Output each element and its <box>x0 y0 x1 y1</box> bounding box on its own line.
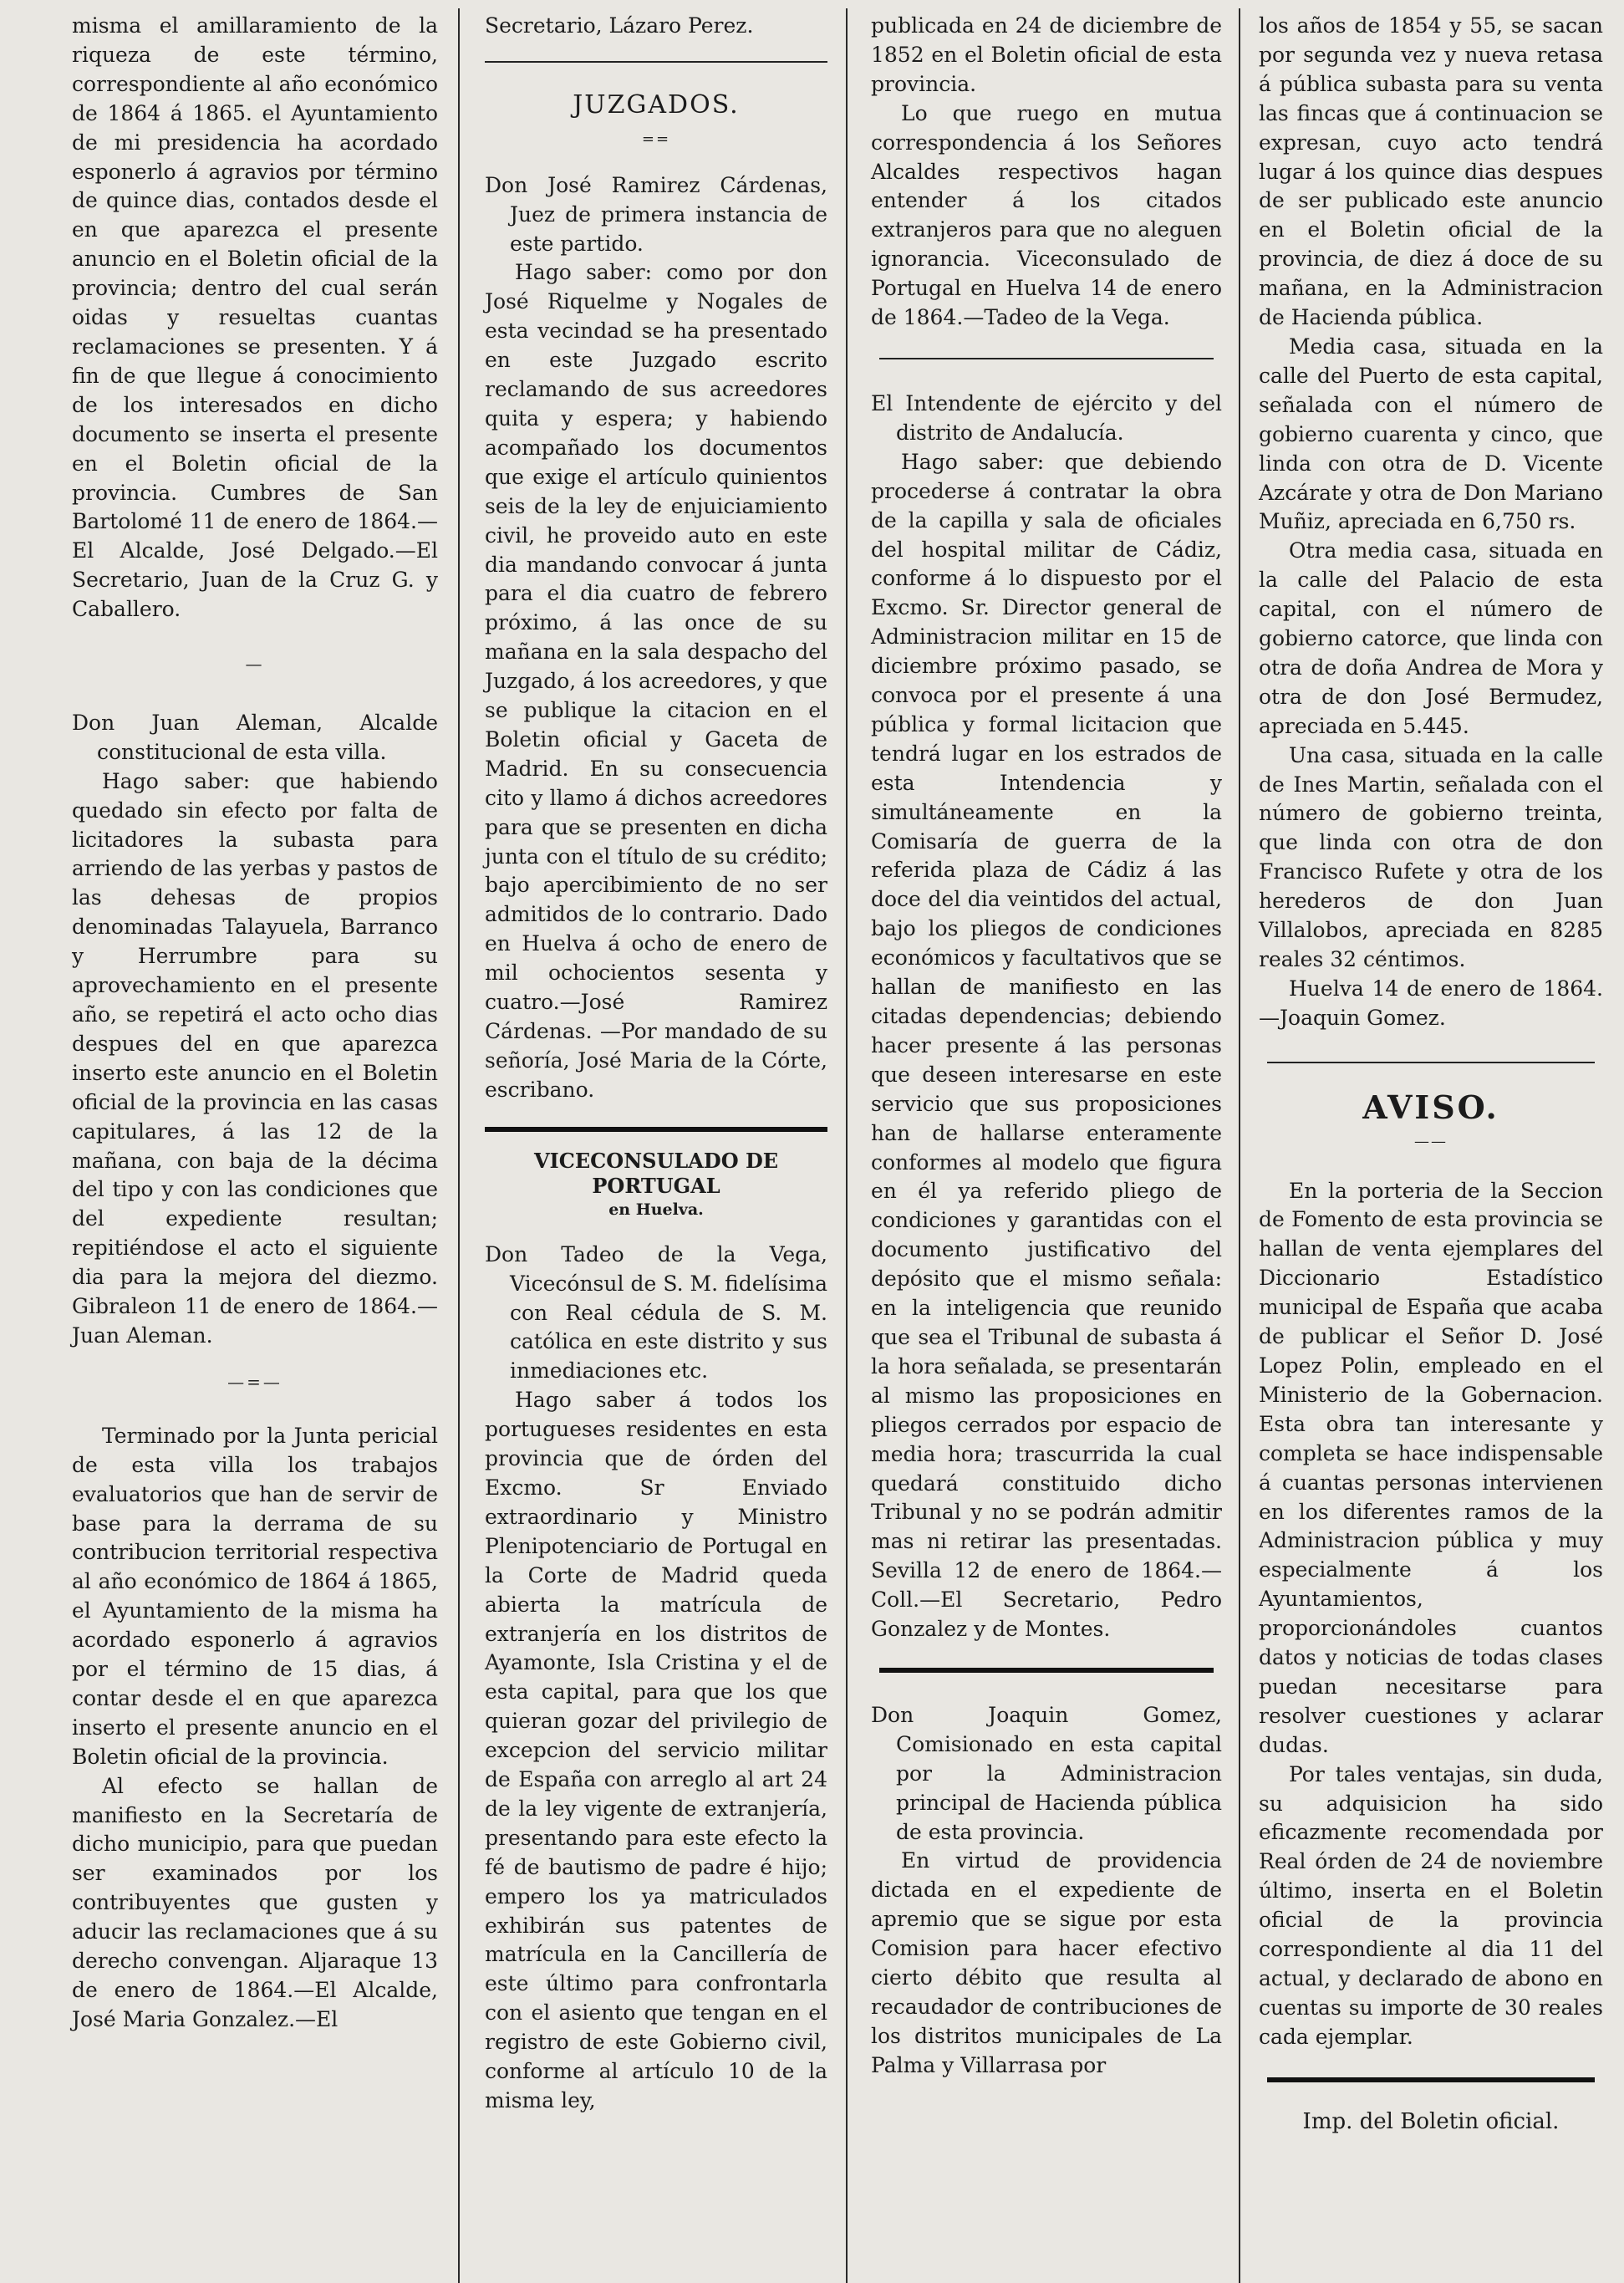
column-2 <box>485 12 827 2283</box>
notice-signature: Huelva 14 de enero de 1864.—Joaquin Gomez. <box>1259 976 1603 1030</box>
notice-intendente: Hago saber: que debiendo procederse á contratar la obra de la capilla y sala de oficiales del hospital militar de Cádiz, conforme á lo dispuesto por el Excmo. Sr. Director general de Administracion militar en 15 de diciembre próximo pasado, se convoca por el presente á una pública y formal licitacion que tendrá lugar en los estrados de esta Intendencia y simultáneamente en la Comisaría de guerra de la referida plaza de Cádiz á las doce del dia veintidos del actual, bajo los pliegos de condiciones económicos y facultativos que se hallan de manifiesto en las citadas dependencias; debiendo hacer presente á las personas que deseen interesarse en este servicio que sus proposiciones han de hallarse enteramente conformes al modelo que figura en él ya referido pliego de condiciones y garantidas con el documento justificativo del depósito que el mismo señala: en la inteligencia que reunido que sea el Tribunal de subasta á la hora señalada, se presentarán al mismo las proposiciones en pliegos cerrados por espacio de media hora; trascurrida la cual quedará constituido dicho Tribunal y no se podrán admitir mas ni retirar las presentadas. Sevilla 12 de enero de 1864.—Coll.—El Secretario, Pedro Gonzalez y de Montes. <box>871 449 1222 1642</box>
notice-juzgado: Hago saber: como por don José Riquelme y Nogales de esta vecindad se ha presentado en este Juzgado escrito reclamando de sus acreedores quita y espera; y habiendo acompañado los documentos que exige el artículo quinientos seis de la ley de enjuiciamiento civil, he proveido auto en este dia mandando convocar á junta para el dia cuatro de febrero próximo, á las once de su mañana en la sala despacho del Juzgado, á los acreedores, y que se publique la citacion en el Boletin oficial y Gaceta de Madrid. En su consecuencia cito y llamo á dichos acreedores para que se presenten en dicha junta con el título de su crédito; bajo apercibimiento de no ser admitidos de lo contrario. Dado en Huelva á ocho de enero de mil ochocientos sesenta y cuatro.—José Ramirez Cárdenas. —Por mandado de su señoría, José Maria de la Córte, escribano. <box>485 260 827 1102</box>
section-heading-juzgados: JUZGADOS. <box>573 89 740 120</box>
notice-gibraleon: Hago saber: que habiendo quedado sin efecto por falta de licitadores la subasta para arriendo de las yerbas y pastos de las dehesas de propios denominadas Talayuela, Barranco y Herrumbre para su aprovechamiento en el presente año, se repetirá el acto ocho dias despues del en que aparezca inserto este anuncio en el Boletin oficial de la provincia en las casas capitulares, á las 12 de la mañana, con baja de la décima del tipo y con las condiciones que del expediente resultan; repitiéndose el acto el siguiente dia para la mejora del diezmo. Gibraleon 11 de enero de 1864.—Juan Aleman. <box>72 768 438 1348</box>
thick-rule <box>1267 2077 1595 2082</box>
notice-aviso: En la porteria de la Seccion de Fomento de esta provincia se hallan de venta ejemplares del Diccionario Estadístico municipal de España que acaba de publicar el Señor D. José Lopez Polin, empleado en el Ministerio de la Gobernacion. Esta obra tan interesante y completa se hace indispensable á cuantas personas intervienen en los diferentes ramos de la Administracion pública y muy especialmente á los Ayuntamientos, proporcionándoles cuantos datos y noticias de todas clases puedan necesitarse para resolver cuestiones y aclarar dudas. <box>1259 1178 1603 1757</box>
notice-heading: Don José Ramirez Cárdenas, Juez de primera instancia de este partido. <box>485 172 827 256</box>
notice-comisionado: En virtud de providencia dictada en el expediente de apremio que se sigue por esta Comision para hacer efectivo cierto débito que resulta al recaudador de contribuciones de los distritos municipales de La Palma y Villarrasa por <box>871 1848 1222 2077</box>
notice-heading: Don Tadeo de la Vega, Vicecónsul de S. M. fidelísima con Real cédula de S. M. católica en este distrito y sus inmediaciones etc. <box>485 1241 827 1384</box>
separator: — <box>245 654 265 675</box>
section-heading-viceconsulado: VICECONSULADO DE PORTUGAL <box>533 1148 779 1198</box>
notice-aljaraque: Terminado por la Junta pericial de esta villa los trabajos evaluatorios que han de servir de base para la derrama de su contribucion territorial respectiva al año económico de 1864 á 1865, el Ayuntamiento de la misma ha acordado esponerlo á agravios por el término de 15 dias, á contar desde el en que aparezca inserto el presente anuncio en el Boletin oficial de la provincia. <box>72 1423 438 1769</box>
rule <box>485 61 827 63</box>
continued-text: publicada en 24 de diciembre de 1852 en el Boletin oficial de esta provincia. <box>871 13 1222 96</box>
column-rule <box>846 8 848 2283</box>
notice-viceconsulado-end: Lo que ruego en mutua correspondencia á los Señores Alcaldes respectivos hagan entender á los citados extranjeros para que no aleguen ignorancia. Viceconsulado de Portugal en Huelva 14 de enero de 1864.—Tadeo de la Vega. <box>871 100 1222 330</box>
thick-rule <box>879 1668 1214 1673</box>
separator: == <box>641 130 671 148</box>
notice-viceconsulado: Hago saber á todos los portugueses residentes en esta provincia que de órden del Excmo. Sr Enviado extraordinario y Ministro Plenipotenciario de Portugal en la Corte de Madrid queda abierta la matrícula de extranjería en los distritos de Ayamonte, Isla Cristina y el de esta capital, para que los que quieran gozar del privilegio de excepcion del servicio militar de España con arreglo al art 24 de la ley vigente de extranjería, presentando para este efecto la fé de bautismo de padre é hijo; empero los ya matriculados exhibirán sus patentes de matrícula en la Cancillería de este último para confrontarla con el asiento que tengan en el registro de este Gobierno civil, conforme al artículo 10 de la misma ley, <box>485 1388 827 2112</box>
notice-aljaraque-cont: Al efecto se hallan de manifiesto en la Secretaría de dicho municipio, para que puedan ser examinados por los contribuyentes que gusten y aducir las reclamaciones que á su derecho convengan. Aljaraque 13 de enero de 1864.—El Alcalde, José Maria Gonzalez.—El <box>72 1773 438 2031</box>
thick-rule <box>485 1127 827 1132</box>
column-3 <box>871 12 1222 2283</box>
column-rule <box>458 8 460 2283</box>
section-subheading: en Huelva. <box>608 1200 704 1219</box>
notice-heading: Don Juan Aleman, Alcalde constitucional de esta villa. <box>72 710 438 764</box>
notice-aviso-cont: Por tales ventajas, sin duda, su adquisicion ha sido eficazmente recomendada por Real órden de 24 de noviembre último, inserta en el Boletin oficial de la provincia correspondiente al dia 11 del actual, y declarado de abono en cuentas su importe de 30 reales cada ejemplar. <box>1259 1761 1603 2049</box>
section-heading-aviso: AVISO. <box>1362 1088 1499 1126</box>
column-4 <box>1259 12 1603 2283</box>
column-1 <box>72 12 438 2283</box>
column-rule <box>1239 8 1240 2283</box>
rule <box>1267 1062 1595 1063</box>
notice-heading: El Intendente de ejército y del distrito de Andalucía. <box>871 390 1222 445</box>
property-listing: Otra media casa, situada en la calle del Palacio de esta capital, con el número de gobierno catorce, que linda con otra de doña Andrea de Mora y otra de don José Bermudez, apreciada en 5.445. <box>1259 538 1603 738</box>
property-listing: Una casa, situada en la calle de Ines Martin, señalada con el número de gobierno treinta, que linda con otra de don Francisco Rufete y otra de los herederos de don Juan Villalobos, apreciada en 8285 reales 32 céntimos. <box>1259 742 1603 971</box>
notice-heading: Don Joaquin Gomez, Comisionado en esta capital por la Administracion principal de Hacienda pública de esta provincia. <box>871 1702 1222 1844</box>
notice-cumbres: misma el amillaramiento de la riqueza de este término, correspondiente al año económico de 1864 á 1865. el Ayuntamiento de mi presidencia ha acordado esponerlo á agravios por término de quince dias, contados desde el en que aparezca el presente anuncio en el Boletin oficial de la provincia; dentro del cual serán oidas y resueltas cuantas reclamaciones se presenten. Y á fin de que llegue á conocimiento de los interesados en dicho documento se inserta el presente en el Boletin oficial de la provincia. Cumbres de San Bartolomé 11 de enero de 1864.—El Alcalde, José Delgado.—El Secretario, Juan de la Cruz G. y Caballero. <box>72 13 438 622</box>
rule <box>879 358 1214 359</box>
continued-text: los años de 1854 y 55, se sacan por segunda vez y nueva retasa á pública subasta para su venta las fincas que á continuacion se expresan, cuyo acto tendrá lugar á los quince dias despues de ser publicado este anuncio en el Boletin oficial de la provincia, de diez á doce de su mañana, en la Administracion de Hacienda pública. <box>1259 13 1603 330</box>
imprint: Imp. del Boletin oficial. <box>1302 2108 1560 2134</box>
separator: —— <box>1414 1132 1448 1150</box>
property-listing: Media casa, situada en la calle del Puerto de esta capital, señalada con el número de gobierno cuarenta y cinco, que linda con otra de D. Vicente Azcárate y otra de Don Mariano Muñiz, apreciada en 6,750 rs. <box>1259 334 1603 534</box>
separator: —=— <box>227 1371 283 1392</box>
continued-text: Secretario, Lázaro Perez. <box>485 13 754 38</box>
